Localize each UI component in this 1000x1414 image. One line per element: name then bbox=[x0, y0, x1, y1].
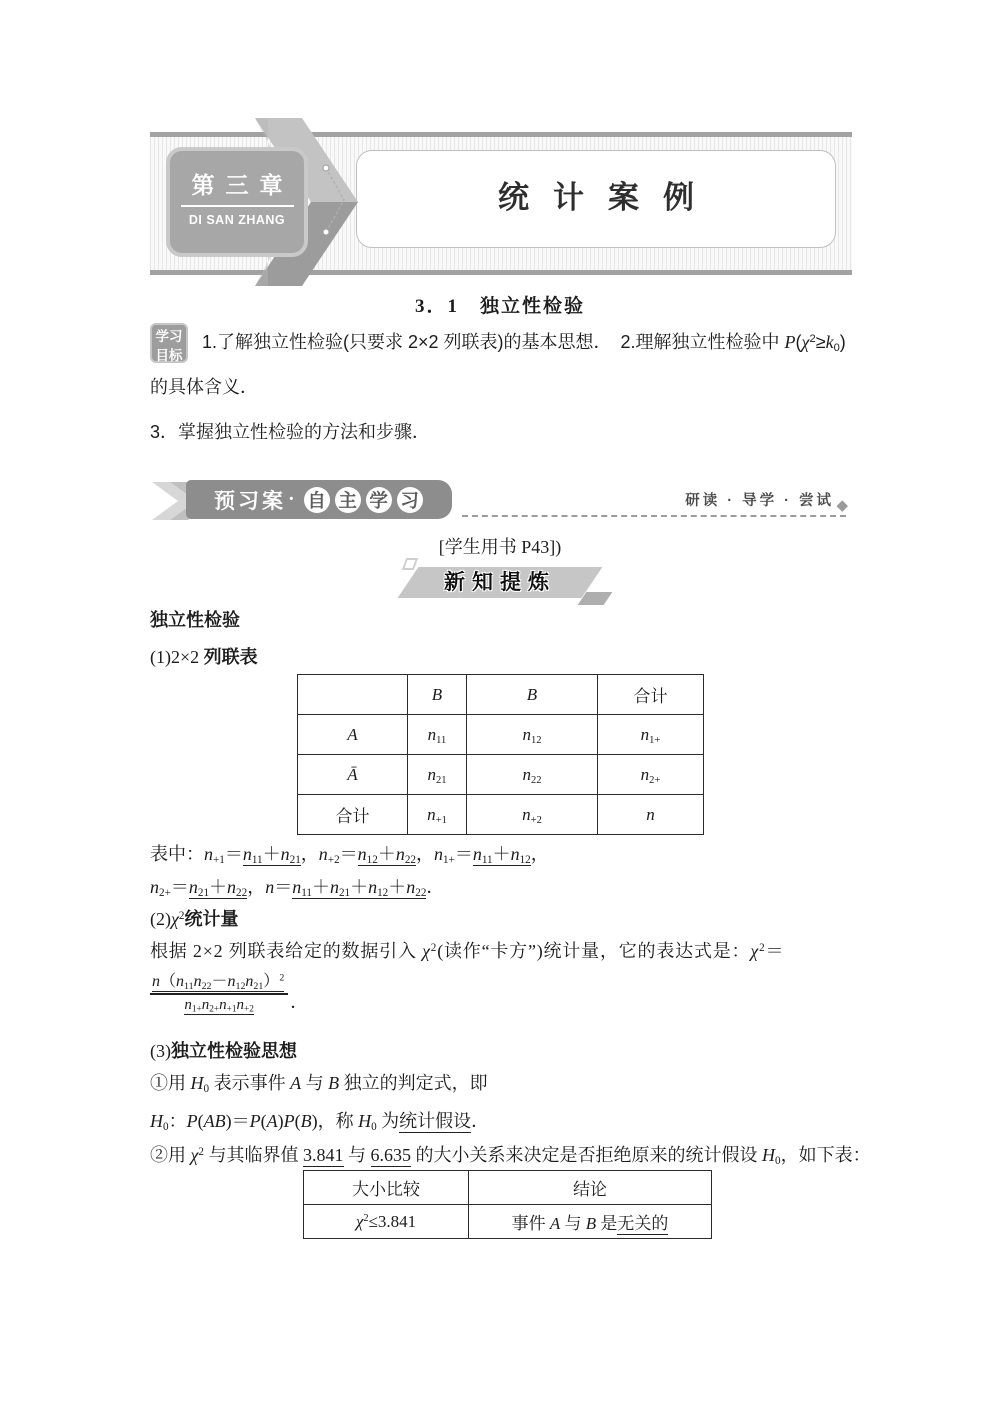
conclusion-table bbox=[303, 1170, 712, 1239]
fraction-numerator: $n(n_{11}n_{22}-n_{12}n_{21})^2$ bbox=[150, 968, 288, 995]
content-heading: 独立性检验 bbox=[150, 610, 240, 630]
table-header-cell: 大小比较 bbox=[304, 1171, 469, 1205]
objectives-block bbox=[150, 320, 862, 455]
banner-circle-char: 自 bbox=[304, 487, 330, 513]
banner-square-icon bbox=[402, 558, 418, 570]
table-cell: Ā bbox=[298, 755, 408, 795]
banner-dot: · bbox=[288, 488, 295, 510]
chapter-badge bbox=[166, 147, 308, 257]
item-label-2: $(2)\chi^2$统计量 bbox=[150, 909, 239, 929]
banner-circle-char: 习 bbox=[397, 487, 423, 513]
table-cell: $n_{22}$ bbox=[467, 755, 598, 795]
contingency-table bbox=[297, 674, 704, 835]
table-cell: $n_{21}$ bbox=[408, 755, 467, 795]
table-cell: $n_{+1}$ bbox=[408, 795, 467, 835]
objective-line-1: 1.了解独立性检验(只要求 2×2 列联表)的基本思想． 2.理解独立性检验中 $P(\chi^2\ge k_0)$ bbox=[202, 332, 846, 355]
book-ref: [学生用书 P43]) bbox=[438, 537, 562, 557]
objectives-badge-line2: 目标 bbox=[155, 348, 183, 364]
idea-line-3: ②用 $\chi^2$ 与其临界值 3.841 与 6.635 的大小关系来决定是否拒绝原来的统计假设 $H_0$，如下表： bbox=[150, 1145, 871, 1168]
chi-fraction bbox=[150, 968, 308, 1014]
objective-line-3: 3．掌握独立性检验的方法和步骤． bbox=[150, 422, 431, 442]
table-cell: $n_{+2}$ bbox=[467, 795, 598, 835]
book-title: 统计案例 bbox=[498, 180, 718, 215]
table-cell: A bbox=[298, 715, 408, 755]
preview-banner-bar bbox=[186, 480, 452, 519]
preview-banner bbox=[150, 478, 856, 524]
idea-line-1: ①用 $H_0$ 表示事件 A 与 B 独立的判定式，即 bbox=[150, 1073, 488, 1096]
table-header-cell: 合计 bbox=[598, 675, 704, 715]
knowledge-banner bbox=[0, 567, 1000, 598]
table-cell: $n_{1+}$ bbox=[598, 715, 704, 755]
chapter-pinyin: DI SAN ZHANG bbox=[188, 213, 286, 227]
objectives-badge bbox=[150, 323, 188, 363]
table-header-cell: B bbox=[408, 675, 467, 715]
table-header-cell bbox=[298, 675, 408, 715]
objective-line-2: 的具体含义． bbox=[150, 377, 258, 397]
fraction-denominator: $n_{1+}n_{2+}n_{+1}n_{+2}$ bbox=[184, 997, 254, 1015]
table-cell: $n_{12}$ bbox=[467, 715, 598, 755]
table-header-cell: B bbox=[467, 675, 598, 715]
item-label-3: (3)独立性检验思想 bbox=[150, 1041, 297, 1061]
table-header-cell: 结论 bbox=[469, 1171, 712, 1205]
table-cell: 合计 bbox=[298, 795, 408, 835]
table-cell: 事件 A 与 B 是无关的 bbox=[469, 1205, 712, 1239]
table-cell: n bbox=[598, 795, 704, 835]
idea-line-2: $H_0$：P(AB)＝P(A)P(B)，称 $H_0$ 为统计假设． bbox=[150, 1111, 490, 1134]
table-cell: $\chi^2\le 3.841$ bbox=[304, 1205, 469, 1239]
section-title: 3．1 独立性检验 bbox=[414, 296, 585, 317]
table-cell: $n_{11}$ bbox=[408, 715, 467, 755]
preview-banner-title: 预习案 bbox=[214, 489, 286, 513]
knowledge-banner-label: 新知提炼 bbox=[444, 571, 556, 594]
fraction-period: ． bbox=[290, 992, 309, 1012]
chi-intro: 根据 2×2 列联表给定的数据引入 $\chi^2$(读作“卡方”)统计量，它的表达式是：$\chi^2=$ bbox=[150, 941, 785, 961]
note-line-2: $n_{2+}=n_{21}+n_{22}$，$n=n_{11}+n_{21}+n_{12}+n_{22}$． bbox=[150, 877, 445, 900]
diamond-icon: ◆ bbox=[836, 498, 848, 514]
banner-circle-char: 主 bbox=[335, 487, 361, 513]
item-label-1: (1)2×2 列联表 bbox=[150, 647, 258, 667]
chapter-number: 第三章 bbox=[181, 167, 294, 207]
banner-circle-char: 学 bbox=[366, 487, 392, 513]
objectives-badge-line1: 学习 bbox=[155, 329, 183, 344]
preview-banner-caption: 研读 · 导学 · 尝试 bbox=[685, 493, 834, 509]
note-line-1: 表中：$n_{+1}=n_{11}+n_{21}$，$n_{+2}=n_{12}+n_{22}$，$n_{1+}=n_{11}+n_{12}$， bbox=[150, 844, 549, 867]
table-cell: $n_{2+}$ bbox=[598, 755, 704, 795]
